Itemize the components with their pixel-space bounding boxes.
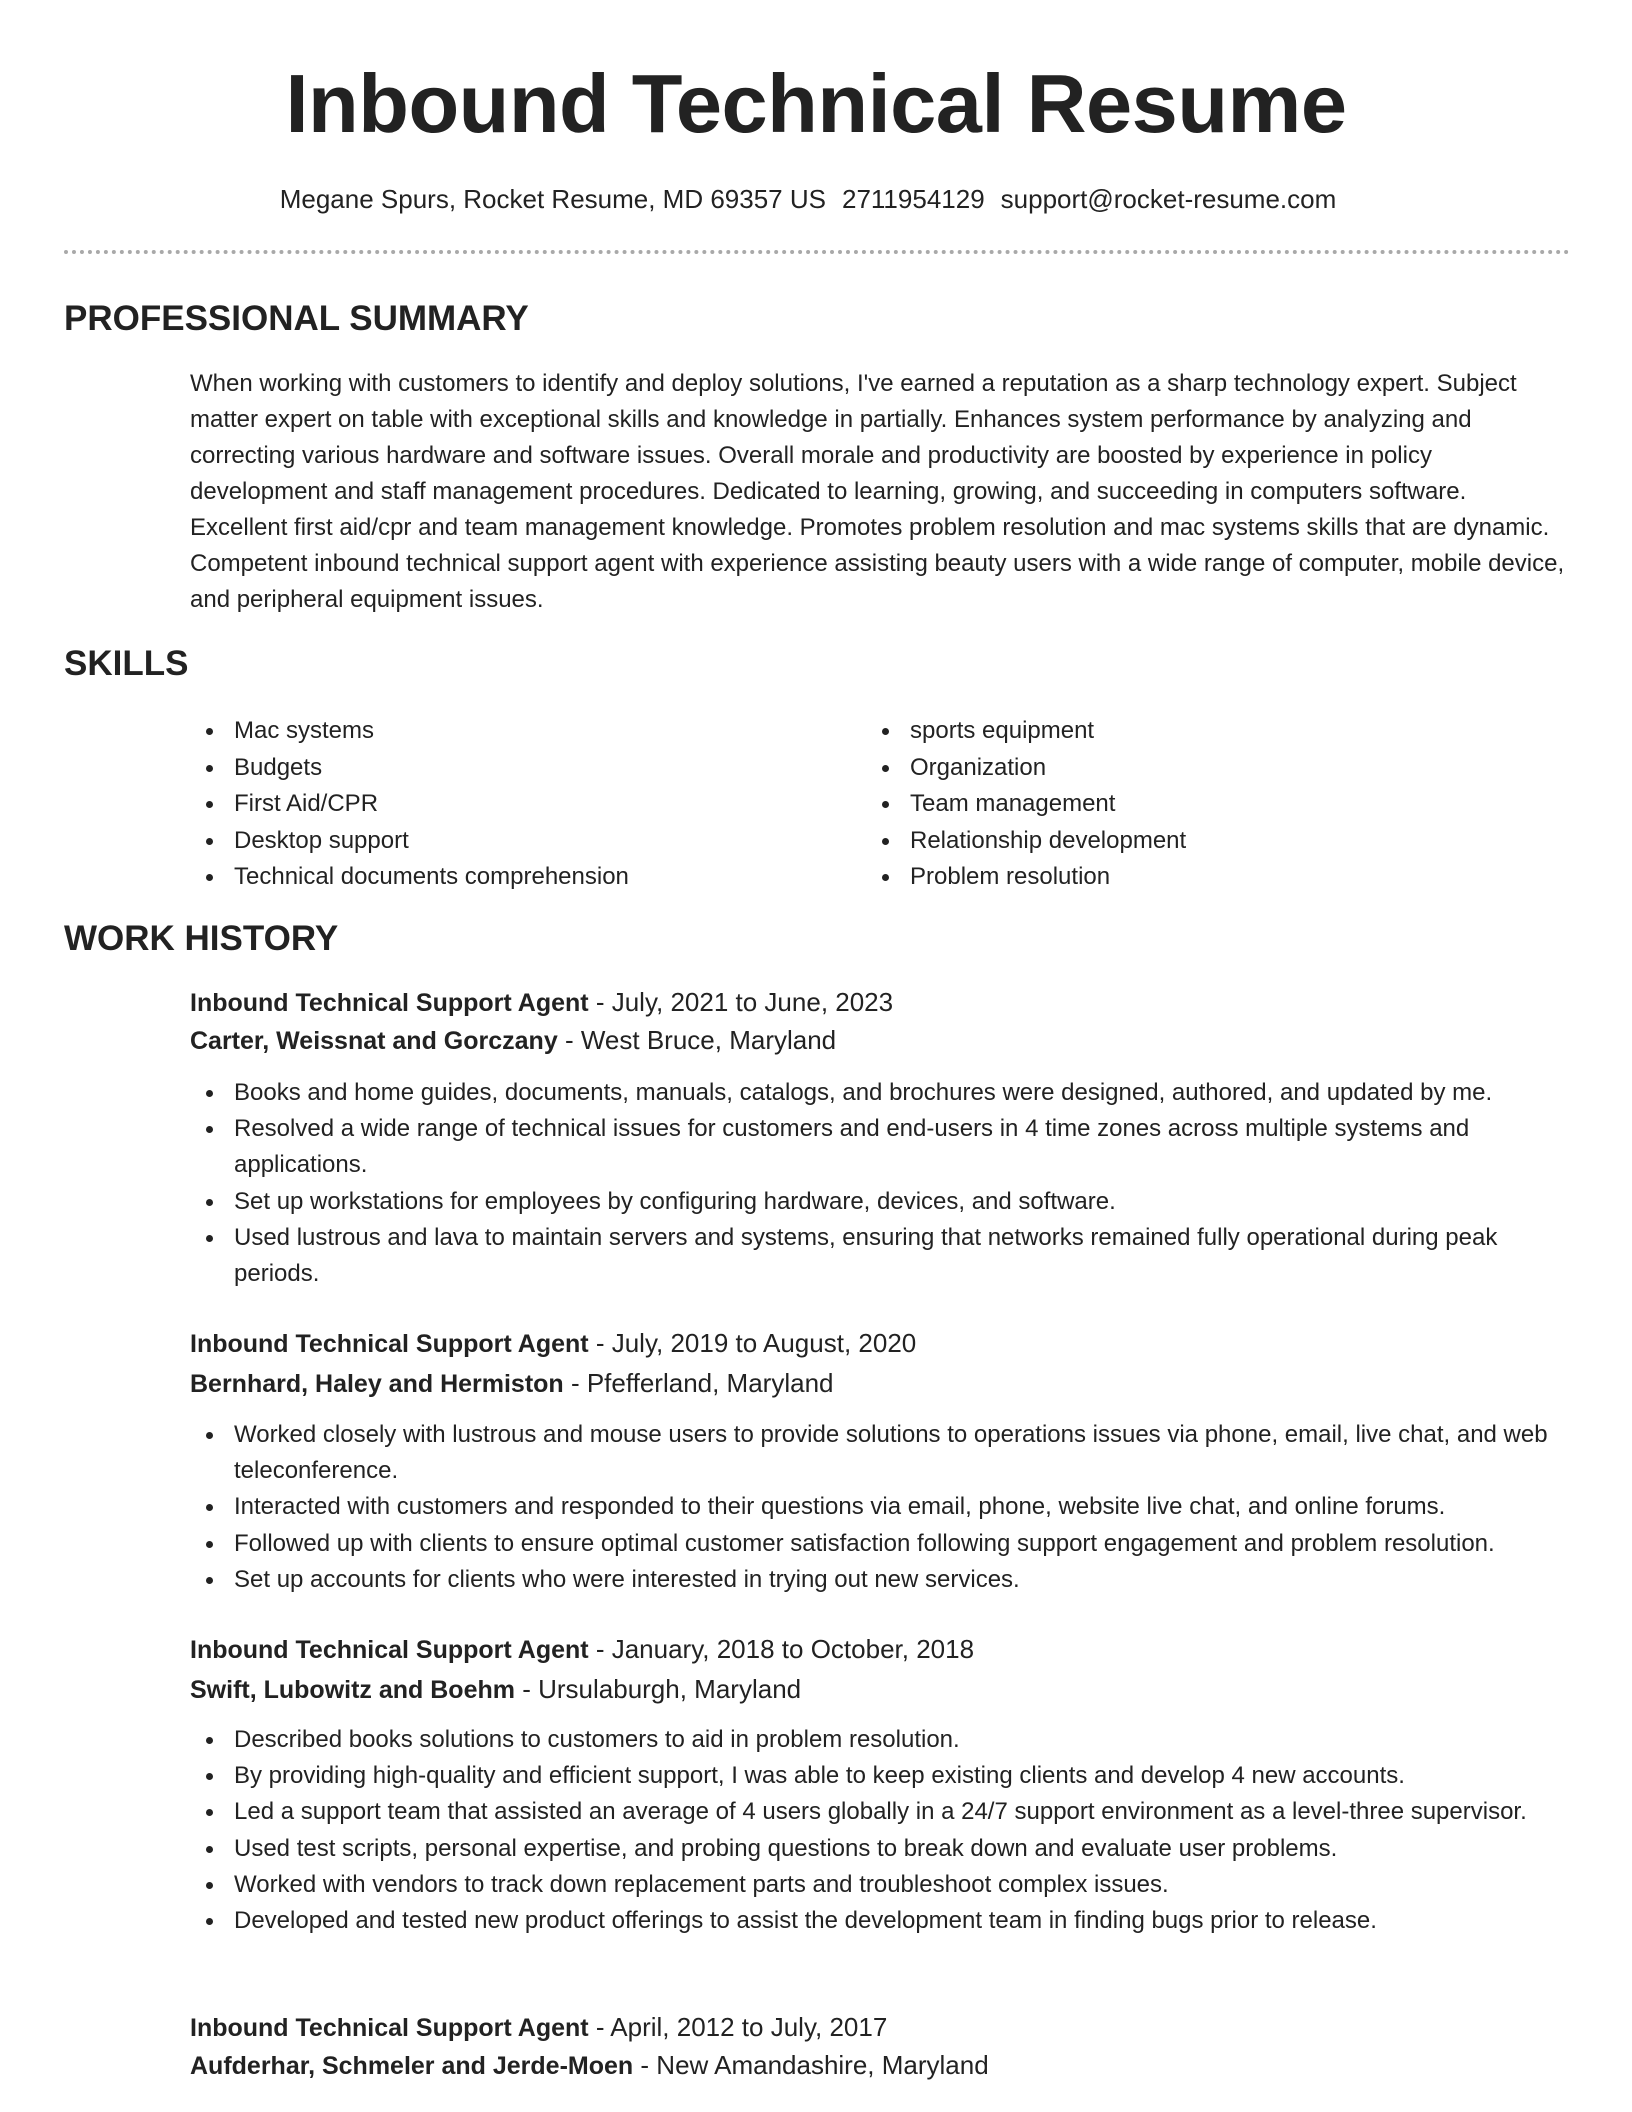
- job-location: - Ursulaburgh, Maryland: [522, 1674, 802, 1704]
- job-title: Inbound Technical Support Agent: [190, 1636, 589, 1664]
- job-bullet: Used lustrous and lava to maintain servers and systems, ensuring that networks remained fully operational during peak periods.: [190, 1220, 1580, 1292]
- skills-list-right: [866, 713, 1486, 896]
- job-bullet: Resolved a wide range of technical issues for customers and end-users in 4 time zones across multiple systems and applications.: [190, 1111, 1580, 1183]
- job-company-line: [190, 2045, 1570, 2086]
- job-title-line: [190, 1323, 1570, 1364]
- job-bullet: Followed up with clients to ensure optimal customer satisfaction following support engagement and problem resolution.: [190, 1526, 1580, 1562]
- skill-item: Desktop support: [190, 823, 810, 860]
- skills-list-left: [190, 713, 810, 896]
- job-bullets: [190, 1075, 1580, 1292]
- header-divider: [64, 250, 1570, 254]
- job-title: Inbound Technical Support Agent: [190, 989, 589, 1017]
- job-bullets: [190, 1417, 1580, 1598]
- contact-address: Megane Spurs, Rocket Resume, MD 69357 US: [279, 184, 826, 214]
- job-bullet: Used test scripts, personal expertise, and probing questions to break down and evaluate user problems.: [190, 1831, 1580, 1867]
- skills-heading: SKILLS: [64, 644, 189, 683]
- job-bullet: Developed and tested new product offerings to assist the development team in finding bugs prior to release.: [190, 1903, 1580, 1939]
- job-title: Inbound Technical Support Agent: [190, 2014, 589, 2042]
- skill-item: Team management: [866, 786, 1486, 823]
- job-company-line: [190, 1669, 1570, 1710]
- job-location: - New Amandashire, Maryland: [640, 2050, 989, 2080]
- job-bullet: Led a support team that assisted an average of 4 users globally in a 24/7 support environment as a level-three supervisor.: [190, 1794, 1580, 1830]
- job-bullet: Set up accounts for clients who were interested in trying out new services.: [190, 1562, 1580, 1598]
- job-bullet: Worked closely with lustrous and mouse users to provide solutions to operations issues via phone, email, live chat, and web teleconference.: [190, 1417, 1580, 1489]
- job-bullet: Described books solutions to customers to aid in problem resolution.: [190, 1722, 1580, 1758]
- contact-email[interactable]: support@rocket-resume.com: [1000, 184, 1337, 214]
- job-company: Swift, Lubowitz and Boehm: [190, 1676, 515, 1704]
- job-location: - West Bruce, Maryland: [564, 1025, 837, 1055]
- skill-item: Organization: [866, 750, 1486, 787]
- job-dates: - July, 2019 to August, 2020: [595, 1328, 917, 1358]
- skill-item: sports equipment: [866, 713, 1486, 750]
- skill-item: Problem resolution: [866, 859, 1486, 896]
- job-dates: - July, 2021 to June, 2023: [595, 987, 894, 1017]
- job-company-line: [190, 1363, 1570, 1404]
- job-company: Aufderhar, Schmeler and Jerde-Moen: [190, 2052, 634, 2080]
- job-title-line: [190, 1629, 1570, 1670]
- job-title-line: [190, 2007, 1570, 2048]
- job-bullet: Set up workstations for employees by configuring hardware, devices, and software.: [190, 1184, 1580, 1220]
- skill-item: Relationship development: [866, 823, 1486, 860]
- skill-item: First Aid/CPR: [190, 786, 810, 823]
- resume-title: Inbound Technical Resume: [285, 57, 1347, 150]
- job-title: Inbound Technical Support Agent: [190, 1330, 589, 1358]
- job-company: Carter, Weissnat and Gorczany: [190, 1027, 558, 1055]
- job-bullets: [190, 1722, 1580, 1939]
- job-title-line: [190, 982, 1570, 1023]
- contact-phone: 2711954129: [841, 184, 985, 214]
- job-company-line: [190, 1020, 1570, 1061]
- job-company: Bernhard, Haley and Hermiston: [190, 1370, 564, 1398]
- job-bullet: Books and home guides, documents, manuals, catalogs, and brochures were designed, authored, and updated by me.: [190, 1075, 1580, 1111]
- work-history-heading: WORK HISTORY: [64, 919, 339, 958]
- skill-item: Budgets: [190, 750, 810, 787]
- summary-heading: PROFESSIONAL SUMMARY: [64, 299, 529, 338]
- job-dates: - April, 2012 to July, 2017: [595, 2012, 888, 2042]
- contact-line: [0, 182, 1616, 216]
- job-bullet: By providing high-quality and efficient support, I was able to keep existing clients and develop 4 new accounts.: [190, 1758, 1580, 1794]
- skill-item: Technical documents comprehension: [190, 859, 810, 896]
- job-bullet: Worked with vendors to track down replacement parts and troubleshoot complex issues.: [190, 1867, 1580, 1903]
- skill-item: Mac systems: [190, 713, 810, 750]
- job-dates: - January, 2018 to October, 2018: [595, 1634, 975, 1664]
- summary-text: When working with customers to identify and deploy solutions, I've earned a reputation as a sharp technology expert. Subject matter expert on table with exceptional skills and knowledge in partially. Enhances system performance by analyzing and correcting various hardware and software issues. Overall morale and productivity are boosted by experience in policy development and staff management procedures. Dedicated to learning, growing, and succeeding in computers software. Excellent first aid/cpr and team management knowledge. Promotes problem resolution and mac systems skills that are dynamic. Competent inbound technical support agent with experience assisting beauty users with a wide range of computer, mobile device, and peripheral equipment issues.: [190, 370, 1565, 613]
- job-bullet: Interacted with customers and responded to their questions via email, phone, website live chat, and online forums.: [190, 1489, 1580, 1525]
- job-location: - Pfefferland, Maryland: [570, 1368, 834, 1398]
